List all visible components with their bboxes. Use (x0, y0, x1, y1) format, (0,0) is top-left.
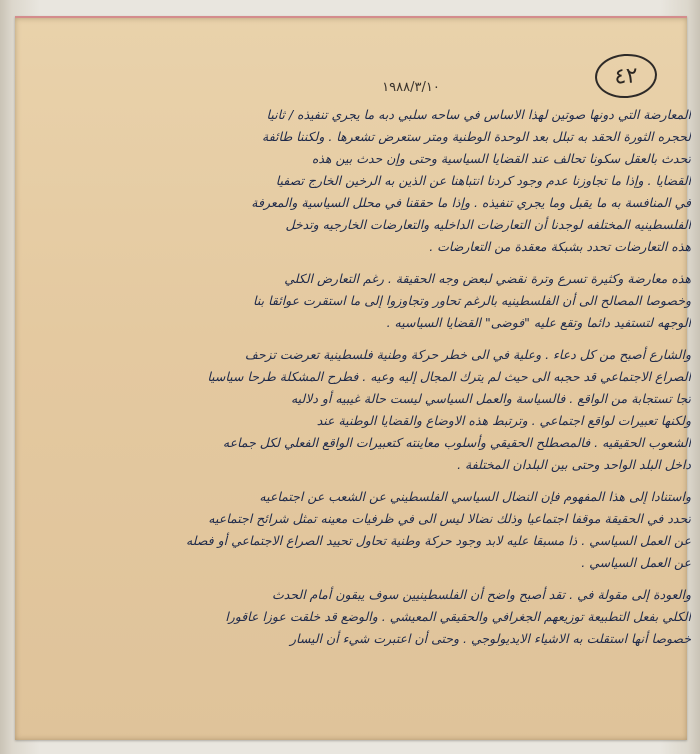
paragraph (51, 584, 691, 650)
text-line: الوجهه لتستفيد دائما وتقع عليه "فوضى" القضايا السياسيه . (386, 315, 691, 330)
paragraph (51, 486, 691, 574)
text-line: وخصوصا المصالح الى أن الفلسطينيه بالرغم تحاور وتجاوزوا إلى ما استقرت عوائقا بنا (253, 293, 691, 308)
paragraph-gap (51, 574, 691, 584)
paragraph (51, 268, 691, 334)
paragraph-gap (51, 258, 691, 268)
text-line: تجا تستجابة من الواقع . فالسياسة والعمل السياسي ليست حالة غيبيه أو دلاليه (290, 391, 691, 406)
text-line: في المنافسة به ما يقبل وما يجري تنفيذه . وإذا ما حققنا في محلل السياسية والمعرفة (251, 195, 691, 210)
page-number-badge (594, 52, 659, 100)
text-line: تحدث بالعقل سكونا تحالف عند القضايا السياسية وحتى وإن حدث بين هذه (311, 151, 691, 166)
paragraph (51, 104, 691, 258)
text-line: الفلسطينيه المختلفه لوجدنا أن التعارضات الداخليه والتعارضات الخارجيه وتدخل (285, 217, 691, 232)
handwritten-body (51, 104, 691, 650)
document-date: ١٩٨٨/٣/١٠ (382, 80, 440, 95)
text-line: هذه معارضة وكثيرة تسرع وترة نقضي لبعض وجه الحقيقة . رغم التعارض الكلي (284, 271, 691, 286)
text-line: واستنادا إلى هذا المفهوم فإن النضال السياسي الفلسطيني عن الشعب عن اجتماعيه (259, 489, 691, 504)
text-line: والشارع أصبح من كل دعاء . وعلية في الى خطر حركة وطنية فلسطينية تعرضت تزحف (244, 347, 691, 362)
text-line: ولكنها تعبيرات لواقع اجتماعي . وترتبط هذه الاوضاع والقضايا الوطنية عند (316, 413, 691, 428)
paragraph-gap (51, 476, 691, 486)
paragraph-gap (51, 334, 691, 344)
text-line: الصراع الاجتماعي قد حجبه الى حيث لم يترك المجال إليه وعيه . فطرح المشكلة طرحا سياسيا (207, 369, 691, 384)
text-line: لحجره الثورة الحقد به تبلل بعد الوحدة الوطنية ومتر ستعرض تشعرها . ولكننا طائفة (262, 129, 691, 144)
text-line: المعارضة التي دونها صوتين لهذا الاساس في ساحه سلبي دبه ما يجري تنفيذه / ثانيا (266, 107, 691, 122)
page-number: ٤٢ (613, 62, 639, 90)
text-line: الشعوب الحقيقيه . فالمصطلح الحقيقي وأسلوب معاينته كتعبيرات الواقع الفعلي لكل جماعه (222, 435, 691, 450)
text-line: عن العمل السياسي . ذا مسبقا عليه لابد وجود حركة وطنية تحاول تحييد الصراع الاجتماعي أو فصله (185, 533, 691, 548)
text-line: هذه التعارضات تحدد بشبكة معقدة من التعارضات . (429, 239, 691, 254)
text-line: خصوصا أنها استقلت به الاشياء الايديولوجي . وحتى أن اعتبرت شيء أن اليسار (289, 631, 691, 646)
document-page (15, 16, 691, 740)
text-line: والعودة إلى مقولة في . تقد أصبح واضح أن الفلسطينيين سوف يبقون أمام الحدث (271, 587, 691, 602)
text-line: عن العمل السياسي . (581, 555, 691, 570)
text-line: القضايا . وإذا ما تجاوزنا عدم وجود كردنا انتباهنا عن الذين به الرخين الخارج تصفيا (275, 173, 691, 188)
paragraph (51, 344, 691, 476)
text-line: تحدد في الحقيقة موقفا اجتماعيا وذلك نضالا ليس الى في ظرفيات معينه تمثل شرائح اجتماعيه (208, 511, 691, 526)
text-line: الكلي بفعل التطبيعة توزيعهم الجغرافي والحقيقي المعيشي . والوضع قد خلقت عوزا عاقورا (225, 609, 691, 624)
text-line: داخل البلد الواحد وحتى بين البلدان المختلفة . (457, 457, 691, 472)
